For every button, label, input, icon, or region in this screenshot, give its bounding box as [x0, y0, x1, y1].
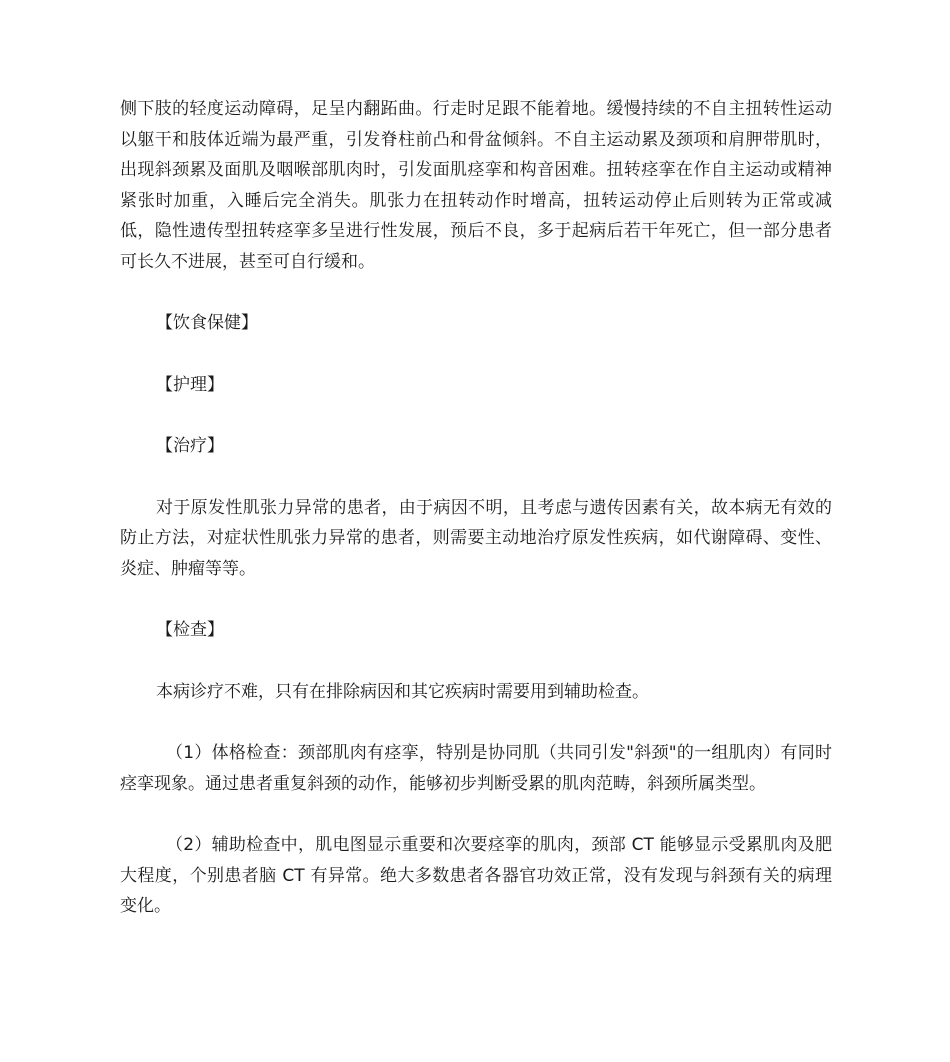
heading-treatment: 【治疗】 [156, 436, 224, 456]
spacer [120, 277, 832, 308]
document-page [120, 94, 832, 922]
spacer [120, 400, 832, 431]
exam-item-auxiliary: （2）辅助检查中，肌电图显示重要和次要痉挛的肌肉，颈部 CT 能够显示受累肌肉及肥大程度，个别患者脑 CT 有异常。绝大多数患者各器官功效正常，没有发现与斜颈有关的病理变化。 [120, 835, 832, 916]
spacer [120, 339, 832, 370]
spacer [120, 707, 832, 738]
exam-intro-paragraph: 本病诊疗不难，只有在排除病因和其它疾病时需要用到辅助检查。 [156, 681, 649, 702]
intro-paragraph: 侧下肢的轻度运动障碍，足呈内翻跖曲。行走时足跟不能着地。缓慢持续的不自主扭转性运动以躯干和肢体近端为最严重，引发脊柱前凸和骨盆倾斜。不自主运动累及颈项和肩胛带肌时，出现斜颈累及面肌及咽喉部肌肉时，引发面肌痉挛和构音困难。扭转痉挛在作自主运动或精神紧张时加重，入睡后完全消失。肌张力在扭转动作时增高，扭转运动停止后则转为正常或减低，隐性遗传型扭转痉挛多呈进行性发展，预后不良，多于起病后若干年死亡，但一部分患者可长久不进展，甚至可自行缓和。 [120, 99, 832, 272]
spacer [120, 646, 832, 677]
heading-exam: 【检查】 [156, 620, 224, 640]
exam-item-physical: （1）体格检查：颈部肌肉有痉挛，特别是协同肌（共同引发"斜颈"的一组肌肉）有同时痉挛现象。通过患者重复斜颈的动作，能够初步判断受累的肌肉范畴，斜颈所属类型。 [120, 743, 832, 794]
treatment-paragraph: 对于原发性肌张力异常的患者，由于病因不明，且考虑与遗传因素有关，故本病无有效的防止方法，对症状性肌张力异常的患者，则需要主动地治疗原发性疾病，如代谢障碍、变性、炎症、肿瘤等等。 [120, 497, 832, 579]
spacer [120, 462, 832, 493]
heading-diet: 【饮食保健】 [156, 313, 258, 333]
spacer [120, 584, 832, 615]
spacer [120, 799, 832, 830]
heading-nursing: 【护理】 [156, 374, 224, 395]
